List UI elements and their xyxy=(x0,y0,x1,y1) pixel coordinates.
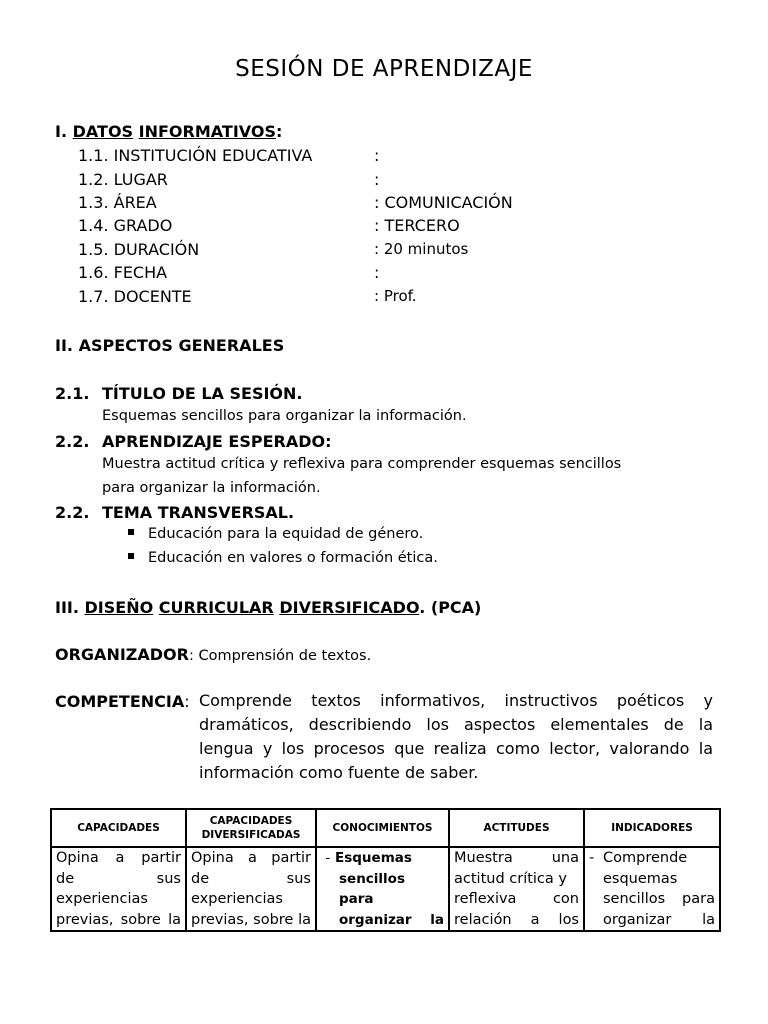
transversal-item-2-text: Educación en valores o formación ética. xyxy=(148,550,438,566)
bullet-square-icon xyxy=(128,529,134,535)
cell-capacidades xyxy=(51,847,186,931)
competencia-line-4: información como fuente de saber. xyxy=(199,763,479,782)
subsection-2-1-number: 2.1. xyxy=(55,384,90,403)
info-value-2: : xyxy=(374,170,380,189)
info-label-7: 1.7. DOCENTE xyxy=(78,287,192,306)
cell-line: sencillos para xyxy=(603,891,715,907)
transversal-item-2 xyxy=(128,550,438,566)
cell-line: organizar la xyxy=(339,911,444,928)
transversal-item-1-text: Educación para la equidad de género. xyxy=(148,526,424,542)
section-1-heading-word-1: DATOS xyxy=(72,122,134,141)
cell-line: de sus xyxy=(56,870,181,887)
cell-line: esquemas xyxy=(603,870,678,887)
header-capacidades-diversificadas: CAPACIDADES DIVERSIFICADAS xyxy=(186,809,316,847)
cell-line: experiencias xyxy=(191,891,283,907)
competencia-label-text: COMPETENCIA xyxy=(55,692,185,711)
header-capacidades: CAPACIDADES xyxy=(51,809,186,847)
cell-actitudes xyxy=(449,847,584,931)
page-title: SESIÓN DE APRENDIZAJE xyxy=(235,56,533,82)
section-3-word-3: DIVERSIFICADO xyxy=(279,598,420,617)
organizador-label: ORGANIZADOR xyxy=(55,645,189,664)
cell-line: relación a los xyxy=(454,911,579,928)
session-title-text: Esquemas sencillos para organizar la información. xyxy=(102,408,467,424)
section-3-word-1: DISEÑO xyxy=(84,598,154,617)
info-label-2: 1.2. LUGAR xyxy=(78,170,168,189)
bullet-square-icon xyxy=(128,553,134,559)
info-label-5: 1.5. DURACIÓN xyxy=(78,240,200,259)
info-value-1: : xyxy=(374,146,380,165)
subsection-2-3-title: TEMA TRANSVERSAL. xyxy=(102,503,295,522)
cell-line: Opina a partir xyxy=(191,850,311,866)
section-1-heading-word-2: INFORMATIVOS xyxy=(138,122,277,141)
subsection-2-2-number: 2.2. xyxy=(55,432,90,451)
info-label-4: 1.4. GRADO xyxy=(78,216,173,235)
section-1-heading: I. DATOS INFORMATIVOS: xyxy=(55,122,283,141)
transversal-item-1 xyxy=(128,526,423,542)
info-label-3: 1.3. ÁREA xyxy=(78,193,157,212)
competencia-line-1: Comprende textos informativos, instructivos poéticos y xyxy=(199,691,713,710)
organizador-line xyxy=(55,645,371,664)
expected-learning-line-1: Muestra actitud crítica y reflexiva para comprender esquemas sencillos xyxy=(102,456,622,472)
table-header-row xyxy=(51,809,720,847)
cell-line: experiencias xyxy=(56,891,148,907)
subsection-2-3-title-text: TEMA TRANSVERSAL xyxy=(102,503,288,522)
competencia-text xyxy=(199,689,713,785)
header-indicadores: INDICADORES xyxy=(584,809,720,847)
cell-line: Comprende xyxy=(603,850,688,866)
cell-line: previas, sobre la xyxy=(191,911,311,928)
section-2-numeral: II xyxy=(55,336,67,355)
cell-line: sencillos xyxy=(339,870,405,887)
cell-conocimientos: - Esquemas sencillos para organizar la xyxy=(316,847,449,931)
subsection-2-1-title: TÍTULO DE LA SESIÓN. xyxy=(102,384,303,403)
table-row xyxy=(51,847,720,931)
cell-line: de sus xyxy=(191,870,311,887)
cell-line: organizar la xyxy=(603,911,715,928)
info-value-7: : Prof. xyxy=(374,287,417,305)
cell-line: Opina a partir xyxy=(56,850,181,866)
cell-indicadores: - Comprende esquemas sencillos para organizar la xyxy=(584,847,720,931)
competencia-line-3: lengua y los procesos que realiza como lector, valorando la xyxy=(199,739,713,758)
expected-learning-line-2: para organizar la información. xyxy=(102,480,321,496)
cell-line: reflexiva con xyxy=(454,891,579,907)
subsection-2-3-number: 2.2. xyxy=(55,503,90,522)
info-value-6: : xyxy=(374,263,380,282)
header-conocimientos: CONOCIMIENTOS xyxy=(316,809,449,847)
competencia-colon: : xyxy=(184,692,190,711)
subsection-2-2-title: APRENDIZAJE ESPERADO: xyxy=(102,432,332,451)
info-label-6: 1.6. FECHA xyxy=(78,263,168,282)
section-2-heading: II. ASPECTOS GENERALES xyxy=(55,336,285,355)
competencia-line-2: dramáticos, describiendo los aspectos elementales de la xyxy=(199,715,713,734)
cell-line: Esquemas xyxy=(335,850,412,866)
cell-line: actitud crítica y xyxy=(454,870,567,887)
organizador-text: : Comprensión de textos. xyxy=(188,648,372,664)
competencia-label xyxy=(55,692,190,711)
section-2-heading-text: ASPECTOS GENERALES xyxy=(78,336,285,355)
cell-line: previas, sobre la xyxy=(56,911,181,928)
cell-line: para xyxy=(339,891,374,907)
section-3-pca: (PCA) xyxy=(430,598,482,617)
section-3-numeral: III xyxy=(55,598,73,617)
header-actitudes: ACTITUDES xyxy=(449,809,584,847)
info-label-1: 1.1. INSTITUCIÓN EDUCATIVA xyxy=(78,146,313,165)
cell-line: Muestra una xyxy=(454,850,579,866)
info-value-3: : COMUNICACIÓN xyxy=(374,193,513,212)
section-3-heading: III. DISEÑO CURRICULAR DIVERSIFICADO. (PCA) xyxy=(55,598,482,617)
subsection-2-1-title-text: TÍTULO DE LA SESIÓN xyxy=(102,384,297,403)
info-value-4: : TERCERO xyxy=(374,216,460,235)
section-1-numeral: I xyxy=(55,122,61,141)
cell-capacidades-diversificadas xyxy=(186,847,316,931)
curriculum-table xyxy=(50,808,721,932)
section-3-word-2: CURRICULAR xyxy=(158,598,274,617)
info-value-5: : 20 minutos xyxy=(374,240,469,258)
